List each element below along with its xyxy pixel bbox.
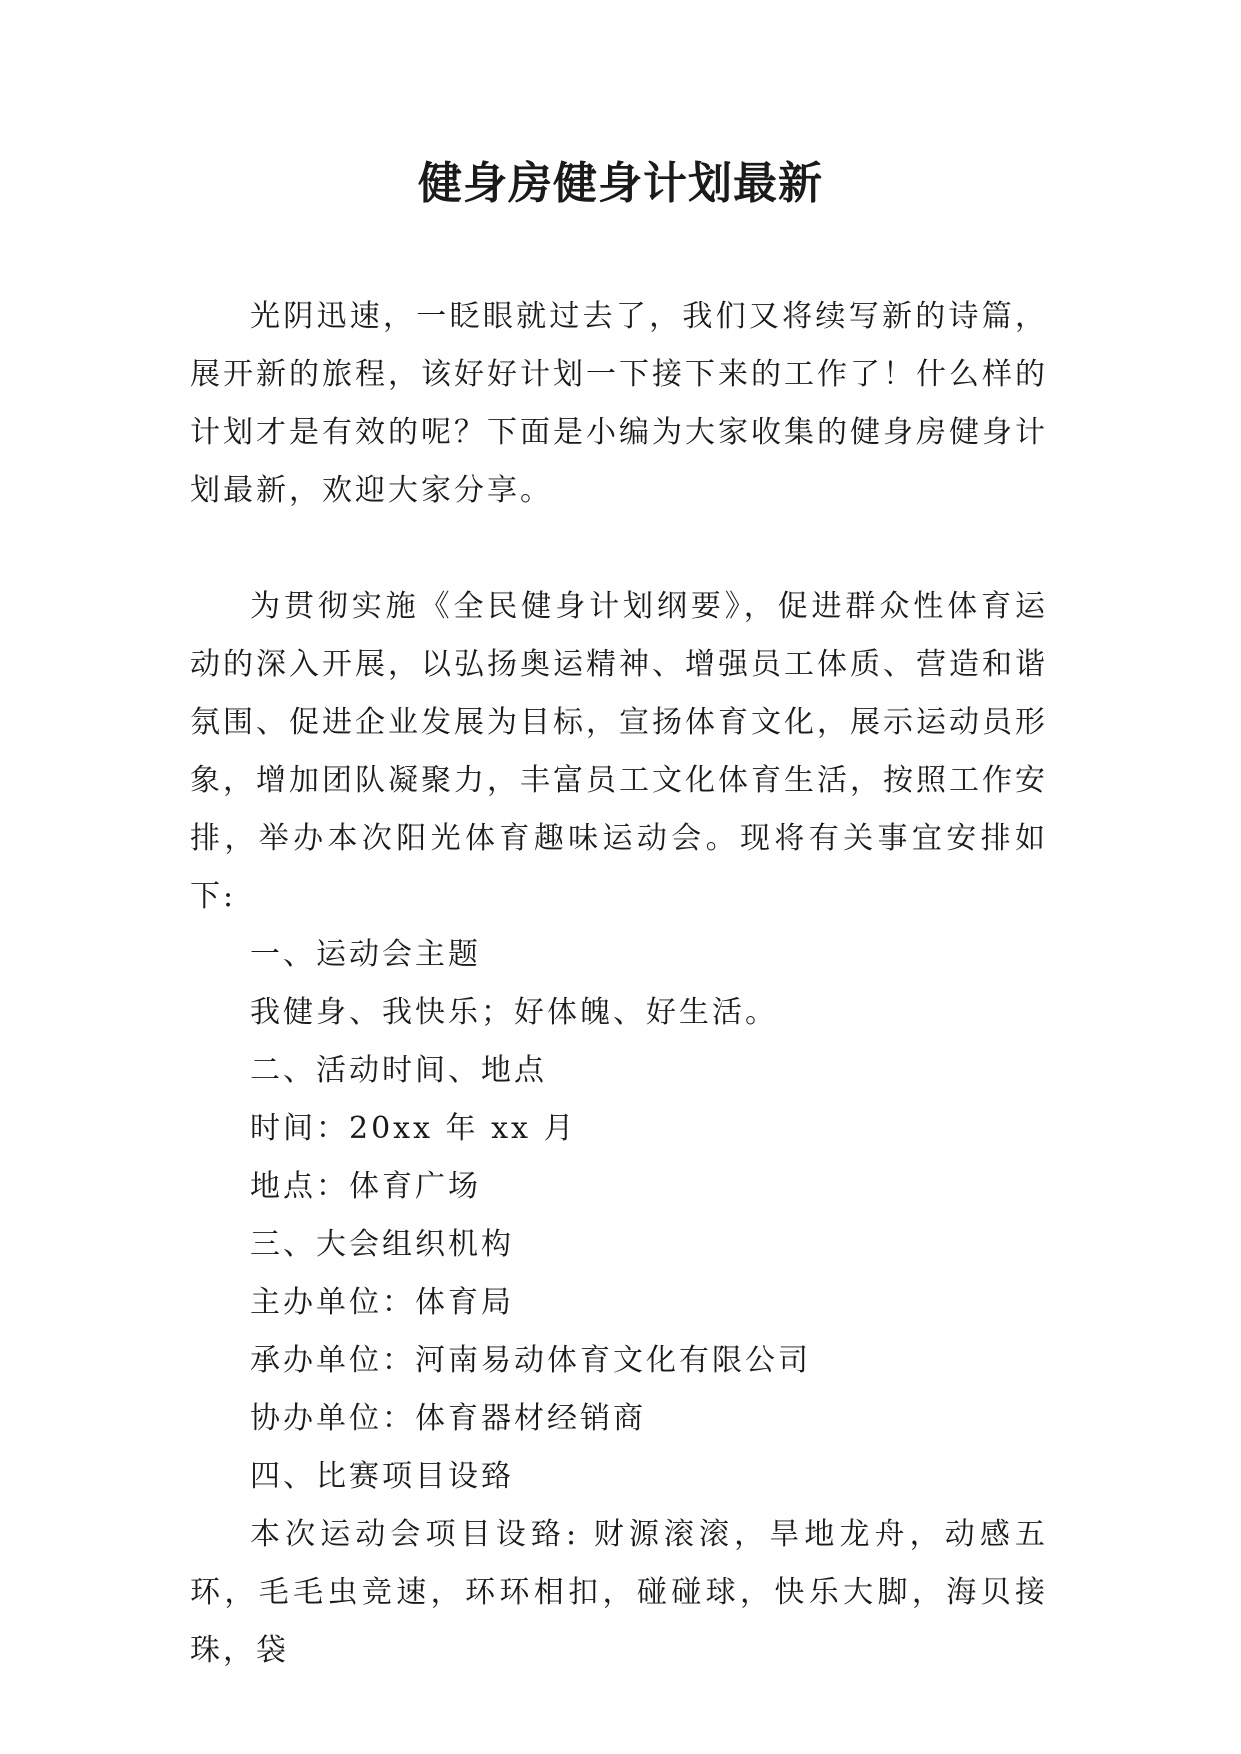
main-section <box>190 578 1048 1680</box>
intro-paragraph: 光阴迅速，一眨眼就过去了，我们又将续写新的诗篇，展开新的旅程，该好好计划一下接下来的工作了！什么样的计划才是有效的呢？下面是小编为大家收集的健身房健身计划最新，欢迎大家分享。 <box>190 299 1048 508</box>
paragraph-host: 主办单位：体育局 <box>250 1285 514 1320</box>
paragraph-co-organizer: 协办单位：体育器材经销商 <box>250 1401 646 1436</box>
paragraph-time: 时间：20xx 年 xx 月 <box>250 1111 577 1146</box>
heading-theme: 一、运动会主题 <box>250 937 481 972</box>
intro-section <box>190 288 1048 520</box>
paragraph-place: 地点：体育广场 <box>250 1169 481 1204</box>
paragraph-organizer: 承办单位：河南易动体育文化有限公司 <box>250 1343 811 1378</box>
paragraph-events: 本次运动会项目设臵: 财源滚滚，旱地龙舟，动感五环，毛毛虫竞速，环环相扣，碰碰球，快乐大脚，海贝接珠，袋 <box>190 1517 1048 1668</box>
heading-time-place: 二、活动时间、地点 <box>250 1053 547 1088</box>
heading-organization: 三、大会组织机构 <box>250 1227 514 1262</box>
paragraph-purpose: 为贯彻实施《全民健身计划纲要》，促进群众性体育运动的深入开展，以弘扬奥运精神、增强员工体质、营造和谐氛围、促进企业发展为目标，宣扬体育文化，展示运动员形象，增加团队凝聚力，丰富员工文化体育生活，按照工作安排，举办本次阳光体育趣味运动会。现将有关事宜安排如下: <box>190 589 1048 914</box>
document-title: 健身房健身计划最新 <box>418 158 823 209</box>
paragraph-theme: 我健身、我快乐；好体魄、好生活。 <box>250 995 778 1030</box>
heading-events: 四、比赛项目设臵 <box>250 1459 514 1494</box>
